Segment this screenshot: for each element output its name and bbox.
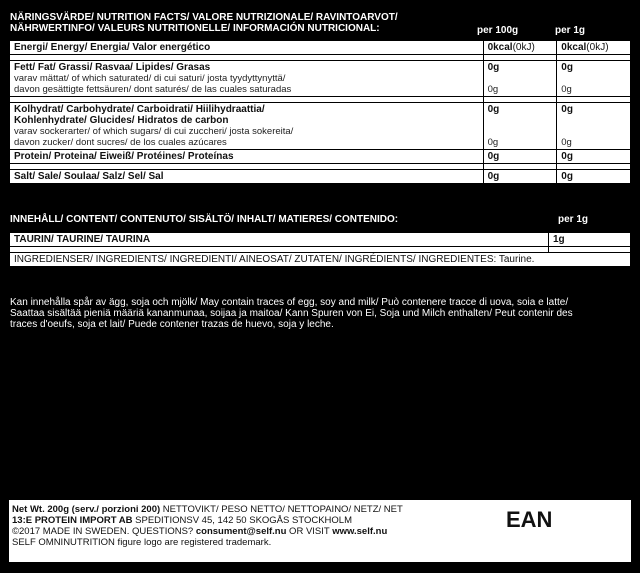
allergen-line-2: Saattaa sisältää pieniä määriä kananmunaa, soijaa ja maitoa/ Kann Spuren von Ei, Soja und Milch enthalten/ Peut contenir des <box>10 308 573 319</box>
row-taurine <box>10 233 631 247</box>
company-address: 13:E PROTEIN IMPORT AB SPEDITIONSV 45, 142 50 SKOGÅS STOCKHOLM <box>12 515 352 526</box>
allergen-notice <box>10 297 630 330</box>
carb-label-line1: Kolhydrat/ Carbohydrate/ Carboidrati/ Hiilihydraattia/ <box>14 104 265 115</box>
row-energy <box>10 41 631 55</box>
row-carbohydrate <box>10 103 631 150</box>
carb-sugars-line1: varav sockerarter/ of which sugars/ di cui zuccheri/ josta sokereita/ <box>14 126 294 137</box>
fat-saturated-per-100g: 0g <box>487 84 499 95</box>
salt-per-1g: 0g <box>557 170 631 184</box>
ingredients-text: INGREDIENSER/ INGREDIENTS/ INGREDIENTI/ AINEOSAT/ ZUTATEN/ INGRÉDIENTS/ INGREDIENTES: Taurine. <box>10 253 631 267</box>
net-weight: Net Wt. 200g (serv./ porzioni 200) NETTOVIKT/ PESO NETTO/ NETTOPAINO/ NETZ/ NET <box>12 504 403 515</box>
nutrition-table <box>9 40 631 184</box>
energy-per-100g: 0kcal(0kJ) <box>483 41 557 55</box>
contents-col-per-1g: per 1g <box>558 214 589 225</box>
footer-panel <box>9 500 631 562</box>
col-per-1g: per 1g <box>555 25 586 36</box>
taurine-label: TAURIN/ TAURINE/ TAURINA <box>10 233 549 247</box>
fat-saturated-per-1g: 0g <box>561 84 572 95</box>
footer-text <box>12 504 482 548</box>
salt-label: Salt/ Sale/ Soulaa/ Salz/ Sel/ Sal <box>10 170 484 184</box>
email-link: consument@self.nu <box>195 526 287 537</box>
protein-per-100g: 0g <box>483 150 557 164</box>
carb-label-line2: Kohlenhydrate/ Glucides/ Hidratos de carbon <box>14 115 229 126</box>
contents-table <box>9 232 631 267</box>
fat-saturated-line2: davon gesättigte fettsäuren/ dont saturés/ de las cuales saturadas <box>14 84 292 95</box>
salt-per-100g: 0g <box>483 170 557 184</box>
row-protein <box>10 150 631 164</box>
ean-label: EAN <box>506 507 553 532</box>
carb-sugars-line2: davon zucker/ dont sucres/ de los cuales azúcares <box>14 137 227 148</box>
energy-per-1g: 0kcal(0kJ) <box>557 41 631 55</box>
col-per-100g: per 100g <box>477 25 519 36</box>
contents-heading: INNEHÅLL/ CONTENT/ CONTENUTO/ SISÄLTÖ/ INHALT/ MATIERES/ CONTENIDO: <box>10 214 399 225</box>
carb-sugars-per-1g: 0g <box>561 137 572 148</box>
allergen-line-3: traces d'oeufs, soja et lait/ Puede contener trazas de huevo, soja y leche. <box>10 319 334 330</box>
carb-sugars-per-100g: 0g <box>487 137 499 148</box>
protein-label: Protein/ Proteina/ Eiweiß/ Protéines/ Proteínas <box>10 150 484 164</box>
carb-per-100g: 0g 0g <box>483 103 557 150</box>
fat-cell <box>10 61 484 97</box>
fat-per-100g: 0g 0g <box>483 61 557 97</box>
energy-label: Energi/ Energy/ Energia/ Valor energético <box>10 41 484 55</box>
row-fat <box>10 61 631 97</box>
fat-per-1g: 0g 0g <box>557 61 631 97</box>
row-salt <box>10 170 631 184</box>
protein-per-1g: 0g <box>557 150 631 164</box>
website-link: www.self.nu <box>332 526 388 537</box>
trademark-line: SELF OMNINUTRITION figure logo are registered trademark. <box>12 537 272 548</box>
fat-label: Fett/ Fat/ Grassi/ Rasvaa/ Lipides/ Grasas <box>14 62 211 73</box>
contents-header <box>10 214 630 226</box>
taurine-value: 1g <box>549 233 631 247</box>
carb-per-1g: 0g 0g <box>557 103 631 150</box>
nutrition-header <box>10 12 440 34</box>
header-line-1: NÄRINGSVÄRDE/ NUTRITION FACTS/ VALORE NUTRIZIONALE/ RAVINTOARVOT/ <box>10 12 398 23</box>
contact-line: ©2017 MADE IN SWEDEN. QUESTIONS? consument@self.nu OR VISIT www.self.nu <box>12 526 388 537</box>
carb-cell <box>10 103 484 150</box>
allergen-line-1: Kan innehålla spår av ägg, soja och mjölk/ May contain traces of egg, soy and milk/ Può contenere tracce di uova, soia e latte/ <box>10 297 569 308</box>
fat-saturated-line1: varav mättat/ of which saturated/ di cui saturi/ josta tyydyttynyttä/ <box>14 73 286 84</box>
row-ingredients <box>10 253 631 267</box>
header-line-2: NÄHRWERTINFO/ VALEURS NUTRITIONELLE/ INFORMACIÓN NUTRICIONAL: <box>10 23 380 34</box>
